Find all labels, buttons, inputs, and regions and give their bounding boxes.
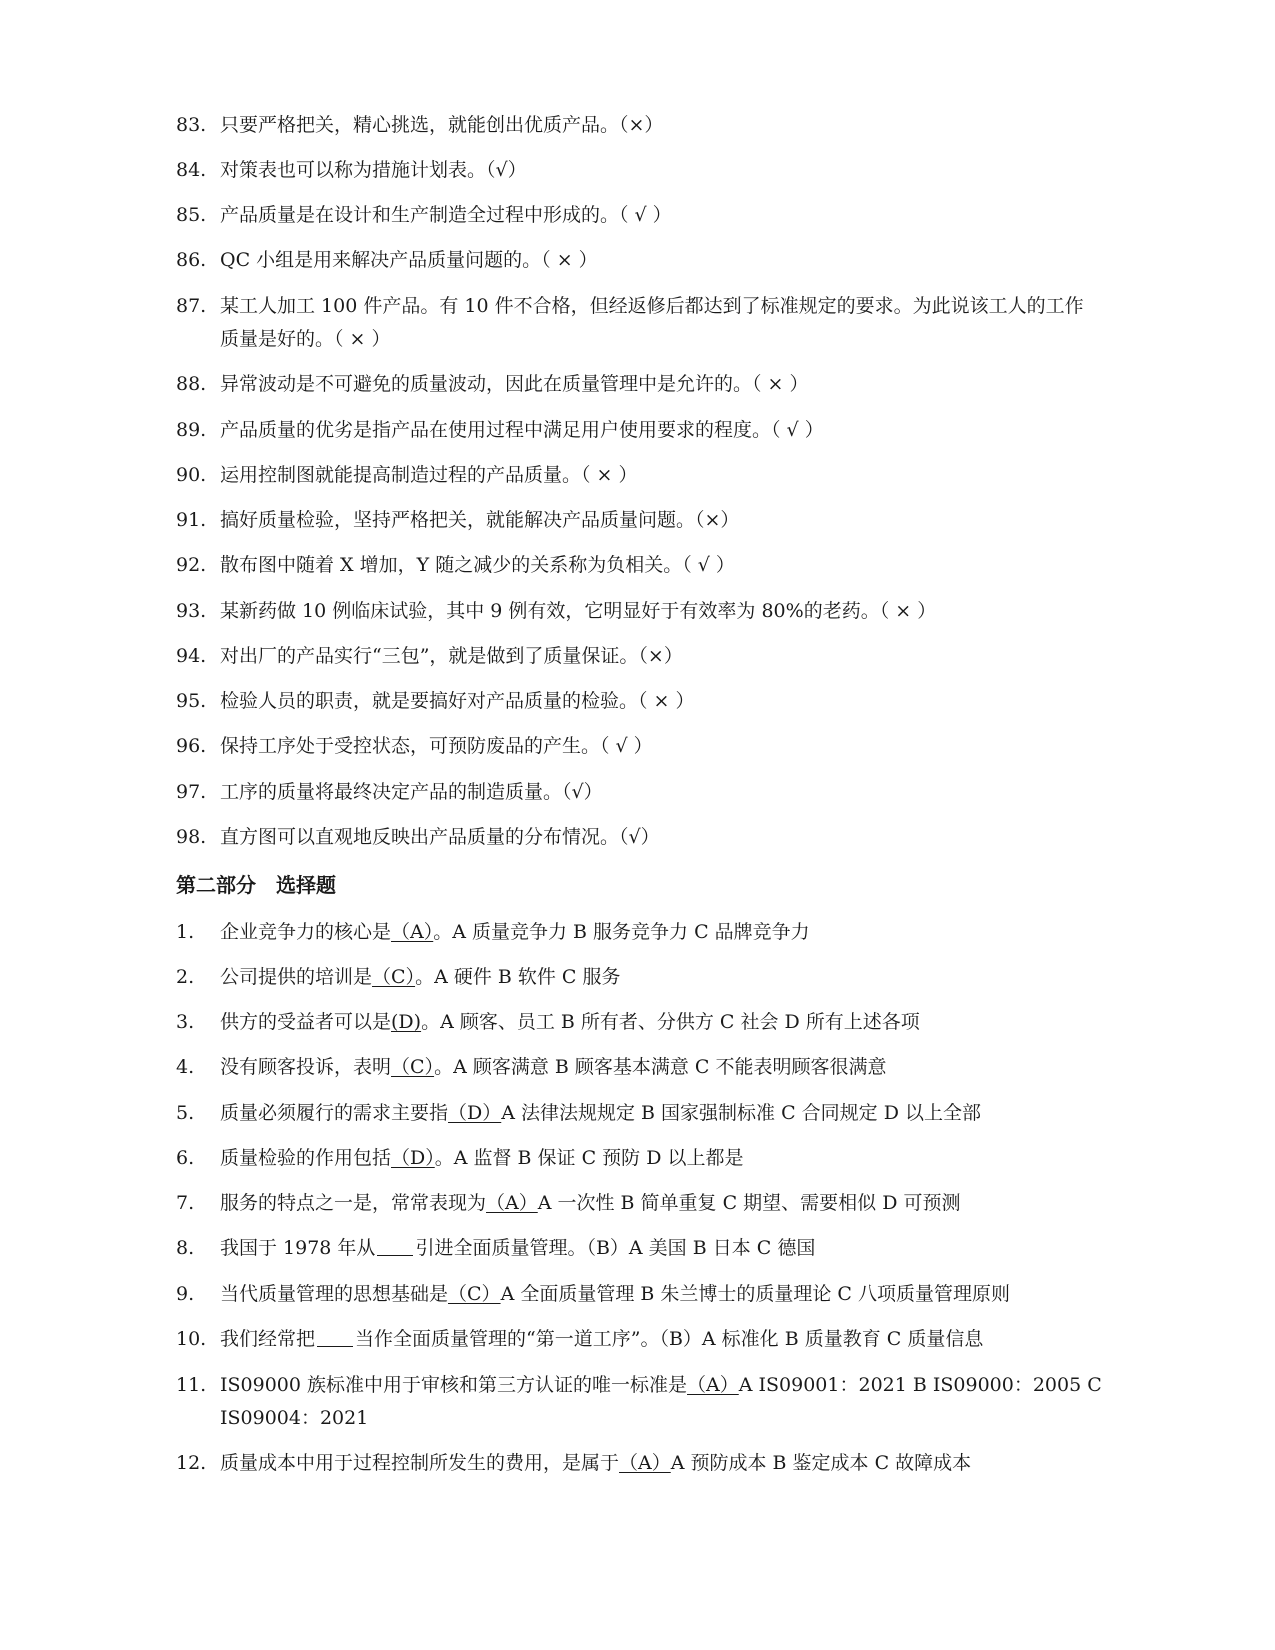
item-number: 93. [176,600,207,622]
question-stem: 质量成本中用于过程控制所发生的费用，是属于 [220,1452,620,1474]
options-text: 引进全面质量管理。（B）A 美国 B 日本 C 德国 [415,1237,816,1259]
item-number: 94. [176,645,207,667]
item-number: 86. [176,249,207,271]
question-stem: 没有顾客投诉，表明 [220,1056,392,1078]
item-text [220,915,1176,949]
item-text: 对出厂的产品实行“三包”，就是做到了质量保证。（×） [220,645,683,667]
item-number: 83. [176,114,207,136]
options-text: A 法律法规规定 B 国家强制标准 C 合同规定 D 以上全部 [501,1102,981,1124]
item-text: 检验人员的职责，就是要搞好对产品质量的检验。（ × ） [220,690,695,712]
item-number: 9. [176,1283,195,1305]
fill-in-blank [317,1326,353,1347]
item-text: 工序的质量将最终决定产品的制造质量。（√） [220,781,603,803]
options-text: A IS09001：2021 B IS09000：2005 C [738,1374,1102,1396]
item-number: 96. [176,735,207,757]
item-text: 运用控制图就能提高制造过程的产品质量。（ × ） [220,464,638,486]
item-number: 12. [176,1452,207,1474]
options-text: A 预防成本 B 鉴定成本 C 故障成本 [670,1452,972,1474]
options-text: A 一次性 B 简单重复 C 期望、需要相似 D 可预测 [537,1192,961,1214]
item-text [220,1141,1176,1175]
question-stem: 我们经常把 [220,1328,316,1350]
item-text: 某工人加工 100 件产品。有 10 件不合格，但经返修后都达到了标准规定的要求。为此说该工人的工作 [220,295,1084,317]
options-text: 。A 顾客满意 B 顾客基本满意 C 不能表明顾客很满意 [434,1056,887,1078]
item-text [220,1050,1176,1084]
item-number: 90. [176,464,207,486]
answer-underlined: （A） [619,1452,671,1474]
item-number: 1. [176,921,195,943]
item-text [220,1186,1176,1220]
question-stem: 我国于 1978 年从 [220,1237,376,1259]
question-stem: 当代质量管理的思想基础是 [220,1283,449,1305]
answer-underlined: （A） [486,1192,538,1214]
options-text: 当作全面质量管理的“第一道工序”。（B）A 标准化 B 质量教育 C 质量信息 [355,1328,984,1350]
item-text-continued: 质量是好的。（ × ） [220,328,391,350]
question-stem: 供方的受益者可以是 [220,1011,392,1033]
item-number: 85. [176,204,207,226]
item-text: 对策表也可以称为措施计划表。（√） [220,159,527,181]
options-text: 。A 硬件 B 软件 C 服务 [415,966,621,988]
item-text: 某新药做 10 例临床试验，其中 9 例有效，它明显好于有效率为 80%的老药。（ × ） [220,600,937,622]
item-text-continued: IS09004：2021 [220,1407,369,1429]
options-text: 。A 质量竞争力 B 服务竞争力 C 品牌竞争力 [433,921,810,943]
item-number: 88. [176,373,207,395]
options-text: A 全面质量管理 B 朱兰博士的质量理论 C 八项质量管理原则 [500,1283,1010,1305]
item-number: 87. [176,295,207,317]
options-text: 。A 顾客、员工 B 所有者、分供方 C 社会 D 所有上述各项 [421,1011,920,1033]
item-text [220,1096,1176,1130]
item-number: 3. [176,1011,195,1033]
item-number: 98. [176,826,207,848]
answer-underlined: （A） [391,921,434,943]
answer-underlined: （D） [448,1102,502,1124]
options-text: 。A 监督 B 保证 C 预防 D 以上都是 [434,1147,744,1169]
question-stem: 服务的特点之一是，常常表现为 [220,1192,487,1214]
item-text: QC 小组是用来解决产品质量问题的。（ × ） [220,249,598,271]
question-stem: 企业竞争力的核心是 [220,921,392,943]
item-number: 89. [176,419,207,441]
item-text [220,1231,1176,1265]
question-stem: 质量检验的作用包括 [220,1147,392,1169]
item-number: 4. [176,1056,195,1078]
item-number: 92. [176,554,207,576]
item-text: 直方图可以直观地反映出产品质量的分布情况。（√） [220,826,660,848]
item-text [220,1005,1176,1039]
answer-underlined: （C） [372,966,416,988]
fill-in-blank [377,1235,413,1256]
item-number: 10. [176,1328,207,1350]
item-text: 产品质量的优劣是指产品在使用过程中满足用户使用要求的程度。（ √ ） [220,419,824,441]
item-text [220,960,1176,994]
item-number: 11. [176,1374,207,1396]
item-number: 95. [176,690,207,712]
item-text [220,1322,1176,1356]
item-number: 91. [176,509,207,531]
item-number: 8. [176,1237,195,1259]
item-number: 97. [176,781,207,803]
item-text [220,1277,1176,1311]
item-text: 产品质量是在设计和生产制造全过程中形成的。（ √ ） [220,204,672,226]
item-text: 异常波动是不可避免的质量波动，因此在质量管理中是允许的。（ × ） [220,373,809,395]
section-heading: 第二部分 选择题 [176,873,336,897]
item-text [220,1368,1176,1402]
answer-underlined: （A） [687,1374,739,1396]
item-text: 保持工序处于受控状态，可预防废品的产生。（ √ ） [220,735,653,757]
answer-underlined: （C） [391,1056,435,1078]
item-number: 6. [176,1147,195,1169]
question-stem: 质量必须履行的需求主要指 [220,1102,449,1124]
answer-underlined: （D） [391,1147,435,1169]
question-stem: IS09000 族标准中用于审核和第三方认证的唯一标准是 [220,1374,688,1396]
item-number: 84. [176,159,207,181]
answer-underlined: （C） [448,1283,501,1305]
item-text: 搞好质量检验，坚持严格把关，就能解决产品质量问题。（×） [220,509,740,531]
question-stem: 公司提供的培训是 [220,966,373,988]
item-text [220,1446,1176,1480]
answer-underlined: (D) [391,1011,422,1033]
item-text: 只要严格把关，精心挑选，就能创出优质产品。（×） [220,114,664,136]
item-number: 2. [176,966,195,988]
item-text: 散布图中随着 X 增加，Y 随之减少的关系称为负相关。（ √ ） [220,554,735,576]
item-number: 5. [176,1102,195,1124]
item-number: 7. [176,1192,195,1214]
